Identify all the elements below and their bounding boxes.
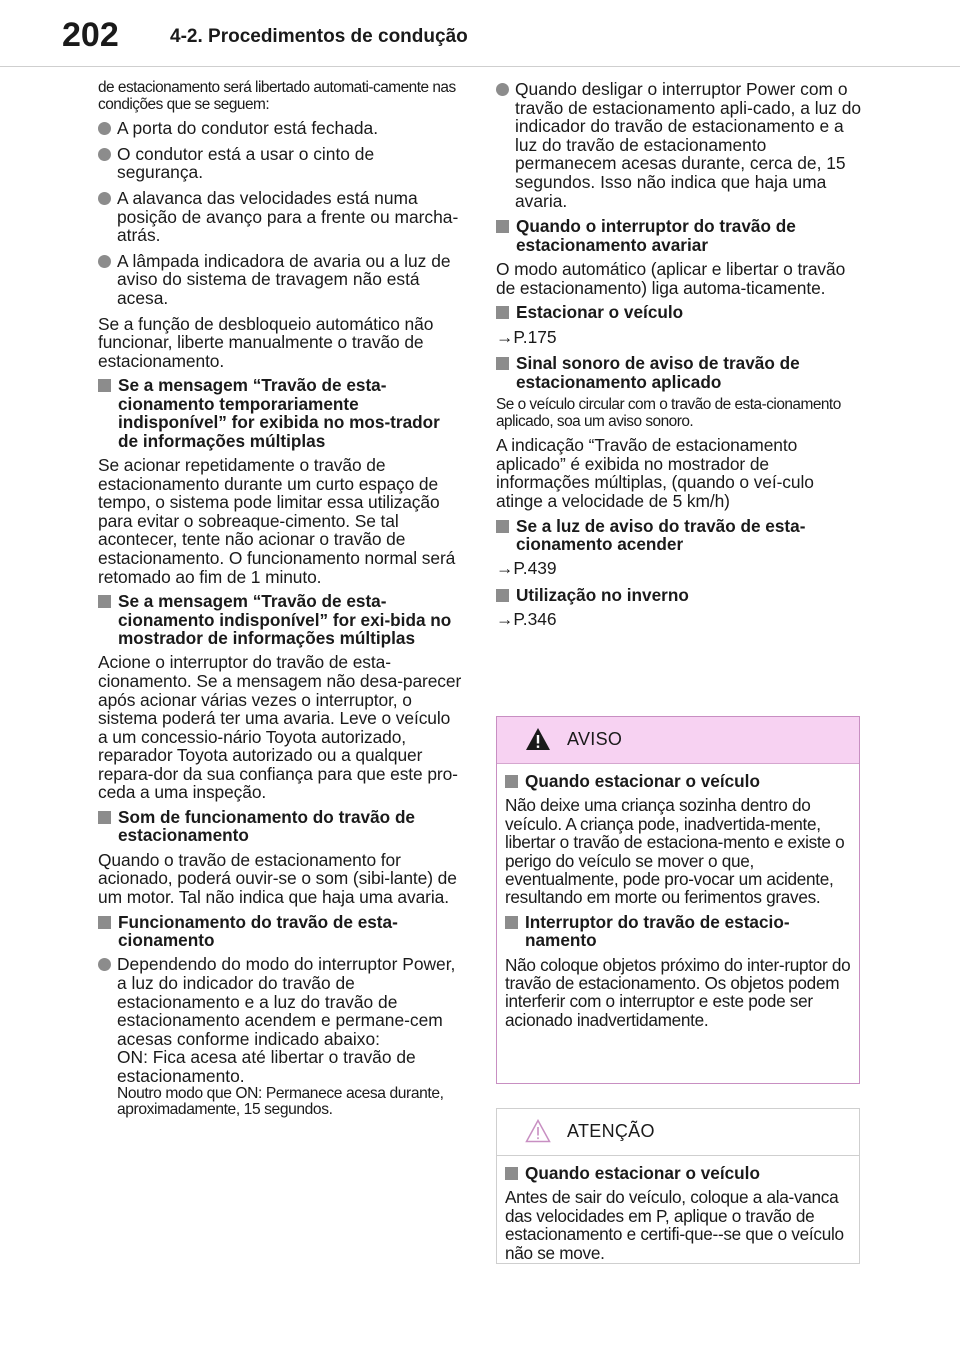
page-header bbox=[0, 0, 960, 78]
caution-box bbox=[496, 1108, 860, 1264]
warning-box-body bbox=[497, 764, 859, 1029]
caution-triangle-icon bbox=[525, 1119, 551, 1143]
warning-box-title: AVISO bbox=[567, 729, 623, 749]
section-heading: Se a mensagem “Travão de esta-cionamento temporariamente indisponível” for exibida no mos-trador de informações múltiplas bbox=[98, 376, 464, 450]
right-column bbox=[496, 80, 862, 637]
page-reference: →P.175 bbox=[496, 326, 557, 347]
section-heading: Utilização no inverno bbox=[496, 586, 862, 604]
section-heading: Funcionamento do travão de esta-cionamento bbox=[98, 913, 464, 950]
caution-box-body bbox=[497, 1156, 859, 1262]
bullet-text-other: Noutro modo que ON: Permanece acesa durante, aproximadamente, 15 segundos. bbox=[117, 1084, 444, 1119]
paragraph: Não deixe uma criança sozinha dentro do veículo. A criança pode, inadvertida-mente, libertar o travão de estaciona-mento e existe o perigo do veículo se mover o que, eventualmente, pode pro-vocar um acidente, resultando em morte ou ferimentos graves. bbox=[505, 795, 845, 908]
paragraph: Não coloque objetos próximo do inter-ruptor do travão de estacionamento. Os objetos podem interferir com o interruptor e este pode ser acionado inadvertidamente. bbox=[505, 954, 851, 1030]
bullet-text-on: ON: Fica acesa até libertar o travão de estacionamento. bbox=[117, 1047, 416, 1087]
bullet-item: O condutor está a usar o cinto de segurança. bbox=[98, 145, 464, 182]
caution-box-header bbox=[497, 1109, 859, 1156]
section-heading: Interruptor do travão de estacio-namento bbox=[505, 913, 851, 950]
section-heading: Quando estacionar o veículo bbox=[505, 1164, 851, 1182]
paragraph: O modo automático (aplicar e libertar o travão de estacionamento) liga automa-ticamente. bbox=[496, 258, 846, 298]
page-reference: →P.346 bbox=[496, 609, 557, 630]
section-heading: Se a luz de aviso do travão de esta-cionamento acender bbox=[496, 517, 862, 554]
bullet-item: A lâmpada indicadora de avaria ou a luz de aviso do sistema de travagem não está acesa. bbox=[98, 252, 464, 308]
paragraph: Se a função de desbloqueio automático não funcionar, liberte manualmente o travão de estacionamento. bbox=[98, 313, 434, 371]
section-heading: Quando estacionar o veículo bbox=[505, 772, 851, 790]
bullet-item: A porta do condutor está fechada. bbox=[98, 119, 464, 138]
warning-box-header bbox=[497, 717, 859, 764]
paragraph: A indicação “Travão de estacionamento aplicado” é exibida no mostrador de informações múltiplas, (quando o veí-culo atinge a velocidade de 5 km/h) bbox=[496, 435, 814, 511]
page-reference: →P.439 bbox=[496, 558, 557, 579]
header-divider bbox=[0, 66, 960, 67]
section-heading: Som de funcionamento do travão de estacionamento bbox=[98, 808, 464, 845]
bullet-item: Quando desligar o interruptor Power com o travão de estacionamento apli-cado, a luz do indicador do travão de estacionamento e a luz do travão de estacionamento permanecem acesas durante, cerca de, 15 segundos. Isso não indica que haja uma avaria. bbox=[496, 80, 862, 210]
bullet-item bbox=[98, 955, 464, 1118]
section-heading: Sinal sonoro de aviso de travão de estacionamento aplicado bbox=[496, 354, 862, 391]
paragraph: Antes de sair do veículo, coloque a ala-vanca das velocidades em P, aplique o travão de estacionamento e certifi-que--se que o veículo não se move. bbox=[505, 1187, 844, 1263]
paragraph: Se acionar repetidamente o travão de estacionamento durante um curto espaço de tempo, o sistema pode limitar essa utilização para evitar o sobreaque-cimento. Se tal acontecer, tente não acionar o travão de estacionamento. O funcionamento normal será retomado ao fim de 1 minuto. bbox=[98, 454, 456, 587]
left-column bbox=[98, 80, 464, 1126]
bullet-text: Dependendo do modo do interruptor Power, a luz do indicador do travão de estacionamento e a luz do travão de estacionamento acendem e permane-cem acesas conforme indicado abaixo: bbox=[117, 954, 456, 1049]
section-heading: Estacionar o veículo bbox=[496, 303, 862, 321]
chapter-title: 4-2. Procedimentos de condução bbox=[170, 26, 468, 47]
page-number: 202 bbox=[62, 16, 119, 54]
intro-text: de estacionamento será libertado automati-camente nas condições que se seguem: bbox=[98, 79, 456, 113]
warning-box bbox=[496, 716, 860, 1084]
paragraph: Quando o travão de estacionamento for acionado, poderá ouvir-se o som (sibi-lante) de um motor. Tal não indica que haja uma avaria. bbox=[98, 849, 457, 908]
section-heading: Quando o interruptor do travão de estacionamento avariar bbox=[496, 217, 862, 254]
caution-box-title: ATENÇÃO bbox=[567, 1121, 655, 1141]
warning-triangle-icon bbox=[525, 727, 551, 751]
section-heading: Se a mensagem “Travão de esta-cionamento indisponível” for exi-bida no mostrador de informações múltiplas bbox=[98, 592, 464, 647]
paragraph: Se o veículo circular com o travão de esta-cionamento aplicado, soa um aviso sonoro. bbox=[496, 395, 841, 430]
bullet-item: A alavanca das velocidades está numa posição de avanço para a frente ou marcha-atrás. bbox=[98, 189, 464, 245]
paragraph: Acione o interruptor do travão de esta-cionamento. Se a mensagem não desa-parecer após acionar várias vezes o interruptor, o sistema poderá ter uma avaria. Leve o veículo a um concessio-nário Toyota autorizado, reparador Toyota autorizado ou a qualquer repara-dor da sua confiança para que este pro-ceda a uma inspeção. bbox=[98, 652, 462, 803]
